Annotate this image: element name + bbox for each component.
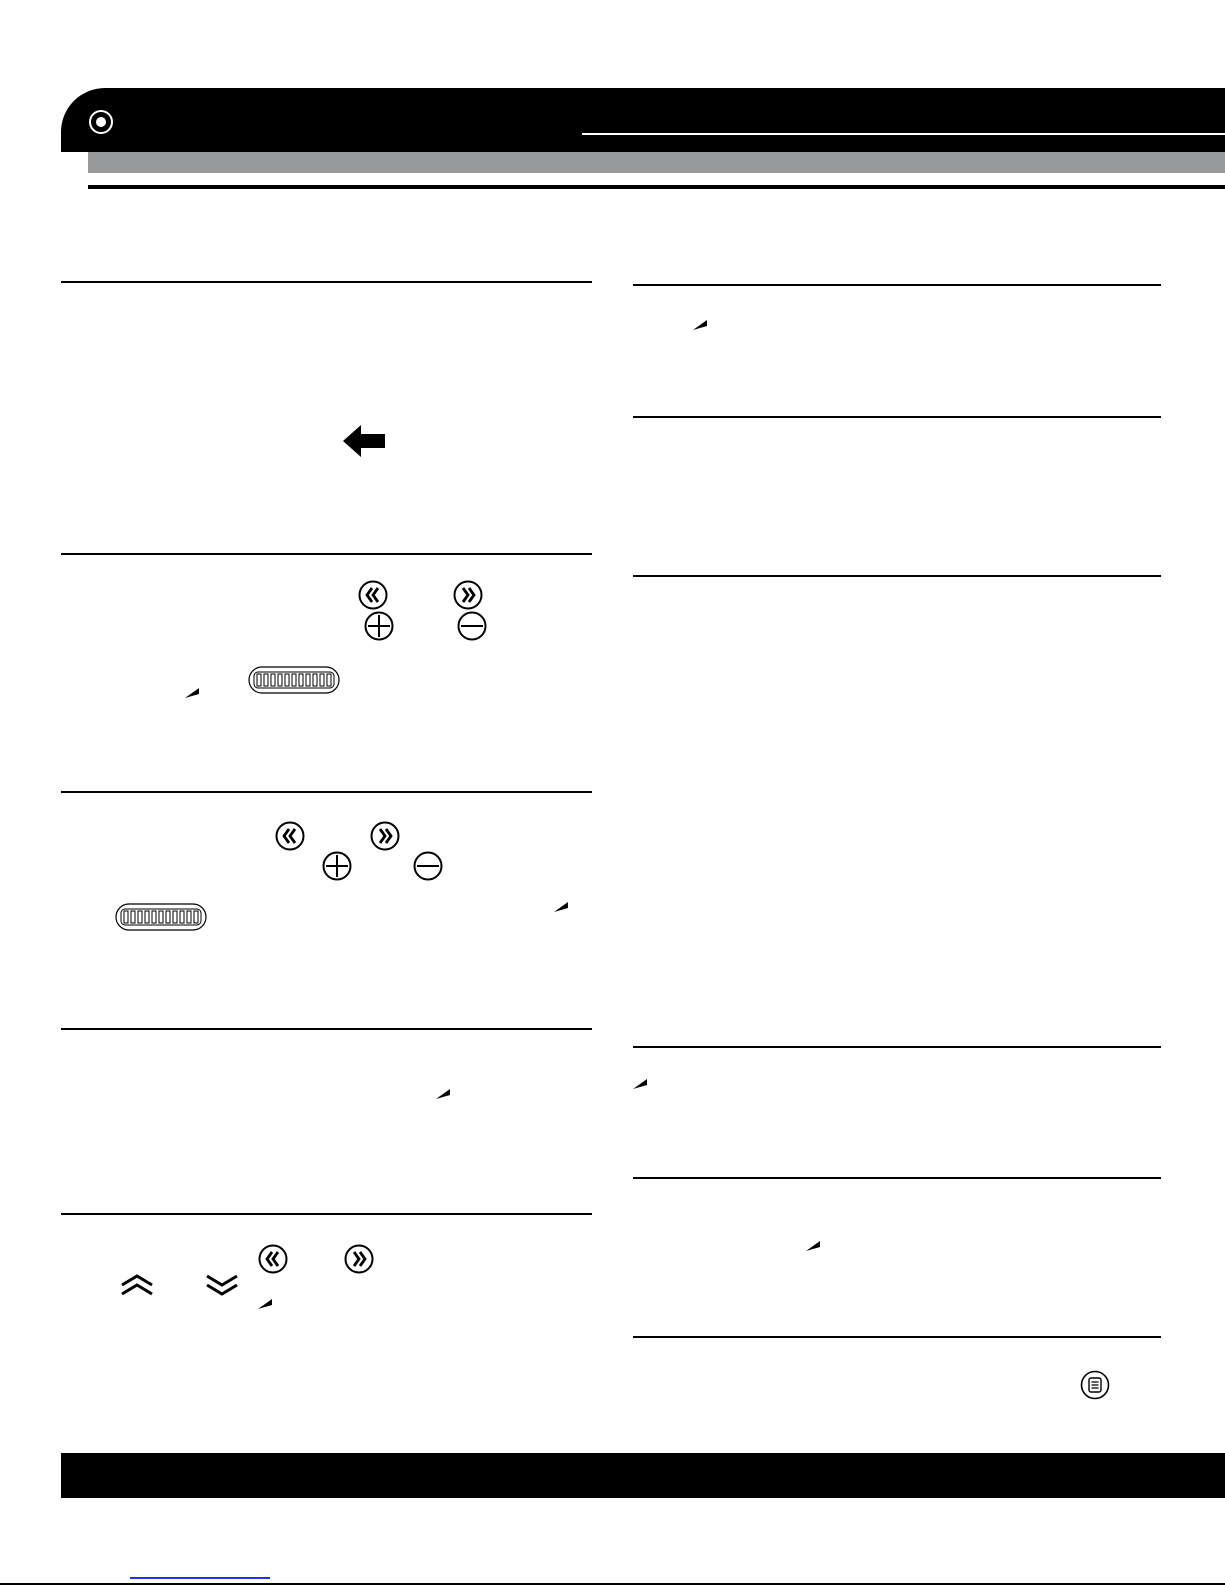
header-gray-band [88, 152, 1225, 173]
section-divider [633, 1336, 1161, 1338]
section-divider [61, 1213, 592, 1215]
section-divider [633, 1177, 1161, 1179]
fast-forward-icon [453, 580, 483, 610]
section-divider [633, 1046, 1161, 1048]
section-divider [61, 791, 592, 793]
section-divider [61, 553, 592, 555]
rewind-icon [358, 580, 388, 610]
rewind-icon [275, 821, 305, 851]
fast-forward-icon [344, 1244, 374, 1274]
section-divider [633, 284, 1161, 286]
plus-icon [364, 611, 394, 641]
chevron-down-icon [205, 1274, 239, 1296]
minus-icon [457, 611, 487, 641]
header-bar [61, 88, 1225, 152]
return-arrow-icon [258, 1299, 298, 1327]
return-arrow-icon [806, 1241, 846, 1269]
return-arrow-icon [693, 320, 733, 348]
rewind-icon [258, 1244, 288, 1274]
chevron-up-icon [120, 1274, 154, 1296]
return-arrow-icon [436, 1089, 476, 1117]
section-divider [633, 575, 1161, 577]
disc-icon [88, 109, 114, 135]
return-arrow-icon [633, 1079, 673, 1107]
section-divider [61, 1028, 592, 1030]
return-arrow-icon [185, 688, 225, 716]
header-rule [88, 185, 1225, 189]
level-bar-icon [248, 666, 340, 694]
section-divider [61, 281, 592, 283]
plus-icon [322, 851, 352, 881]
minus-icon [413, 851, 443, 881]
return-arrow-icon [554, 902, 594, 930]
header-thin-line [582, 133, 1225, 135]
footer-link-underline[interactable] [130, 1577, 270, 1579]
footer-bar [61, 1453, 1225, 1498]
arrow-left-icon [343, 425, 385, 457]
menu-button-icon [1080, 1370, 1110, 1400]
level-bar-icon [115, 903, 207, 931]
fast-forward-icon [370, 821, 400, 851]
section-divider [633, 416, 1161, 418]
